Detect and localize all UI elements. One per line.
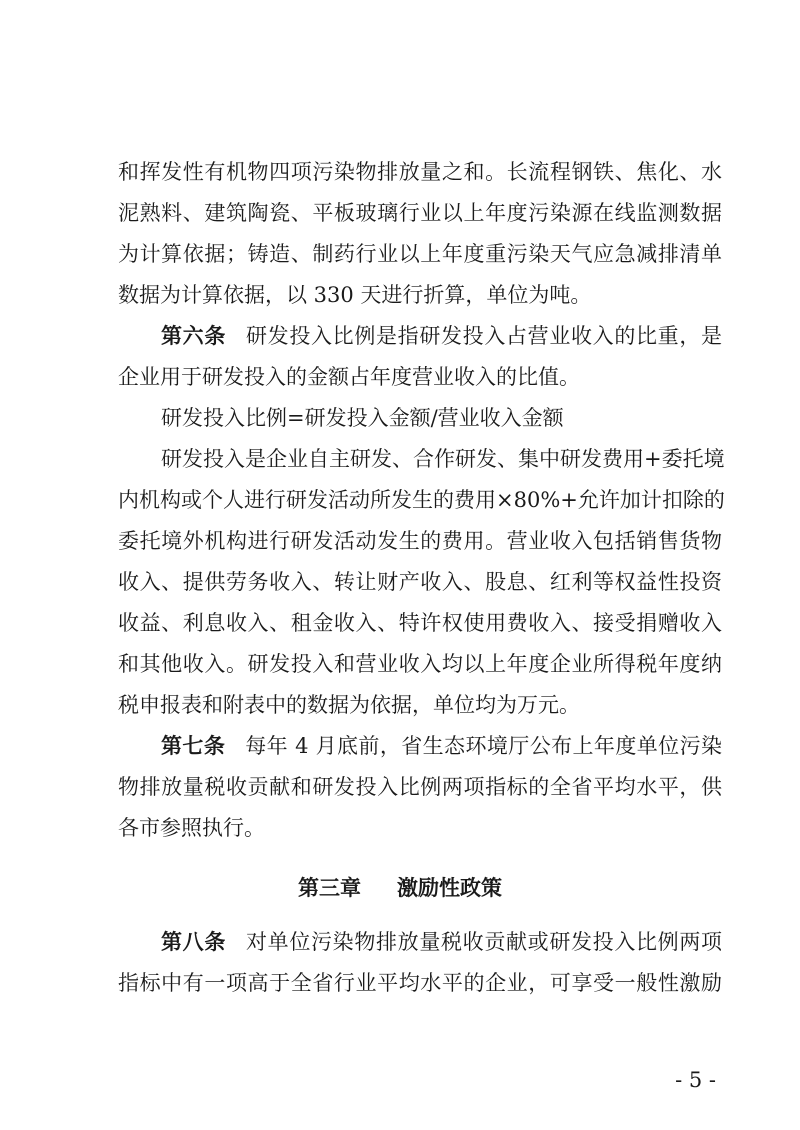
paragraph-line: 内机构或个人进行研发活动所发生的费用×80%+允许加计扣除的 xyxy=(118,488,725,512)
paragraph-line: 物排放量税收贡献和研发投入比例两项指标的全省平均水平，供 xyxy=(118,775,722,799)
article-6-label: 第六条 xyxy=(161,324,226,348)
paragraph-line: 税申报表和附表中的数据为依据，单位均为万元。 xyxy=(118,693,580,717)
paragraph-line: 研发投入是企业自主研发、合作研发、集中研发费用+委托境 xyxy=(161,447,725,471)
chapter-title: 激励性政策 xyxy=(397,876,502,900)
article-8-line xyxy=(161,929,722,955)
paragraph-line: 收入、提供劳务收入、转让财产收入、股息、红利等权益性投资 xyxy=(118,570,722,594)
chapter-heading xyxy=(0,872,800,902)
article-7-label: 第七条 xyxy=(161,734,226,758)
formula-line: 研发投入比例=研发投入金额/营业收入金额 xyxy=(161,406,564,430)
paragraph-line: 泥熟料、建筑陶瓷、平板玻璃行业以上年度污染源在线监测数据 xyxy=(118,201,722,225)
paragraph-line: 为计算依据；铸造、制药行业以上年度重污染天气应急减排清单 xyxy=(118,242,722,266)
paragraph-line: 收益、利息收入、租金收入、特许权使用费收入、接受捐赠收入 xyxy=(118,611,722,635)
paragraph-line: 委托境外机构进行研发活动发生的费用。营业收入包括销售货物 xyxy=(118,529,722,553)
page-number: - 5 - xyxy=(675,1068,716,1092)
paragraph-line: 指标中有一项高于全省行业平均水平的企业，可享受一般性激励 xyxy=(118,971,722,995)
article-7-text: 每年 4 月底前，省生态环境厅公布上年度单位污染 xyxy=(245,734,722,758)
article-6-line xyxy=(161,323,722,349)
article-7-line xyxy=(161,733,722,759)
article-6-text: 研发投入比例是指研发投入占营业收入的比重，是 xyxy=(246,324,722,348)
paragraph-line: 和其他收入。研发投入和营业收入均以上年度企业所得税年度纳 xyxy=(118,652,722,676)
paragraph-line: 各市参照执行。 xyxy=(118,816,265,840)
chapter-number: 第三章 xyxy=(298,876,361,900)
paragraph-line: 企业用于研发投入的金额占年度营业收入的比值。 xyxy=(118,365,580,389)
article-8-label: 第八条 xyxy=(161,930,226,954)
paragraph-line: 数据为计算依据，以 330 天进行折算，单位为吨。 xyxy=(118,283,592,307)
paragraph-line: 和挥发性有机物四项污染物排放量之和。长流程钢铁、焦化、水 xyxy=(118,160,722,184)
article-8-text: 对单位污染物排放量税收贡献或研发投入比例两项 xyxy=(246,930,722,954)
